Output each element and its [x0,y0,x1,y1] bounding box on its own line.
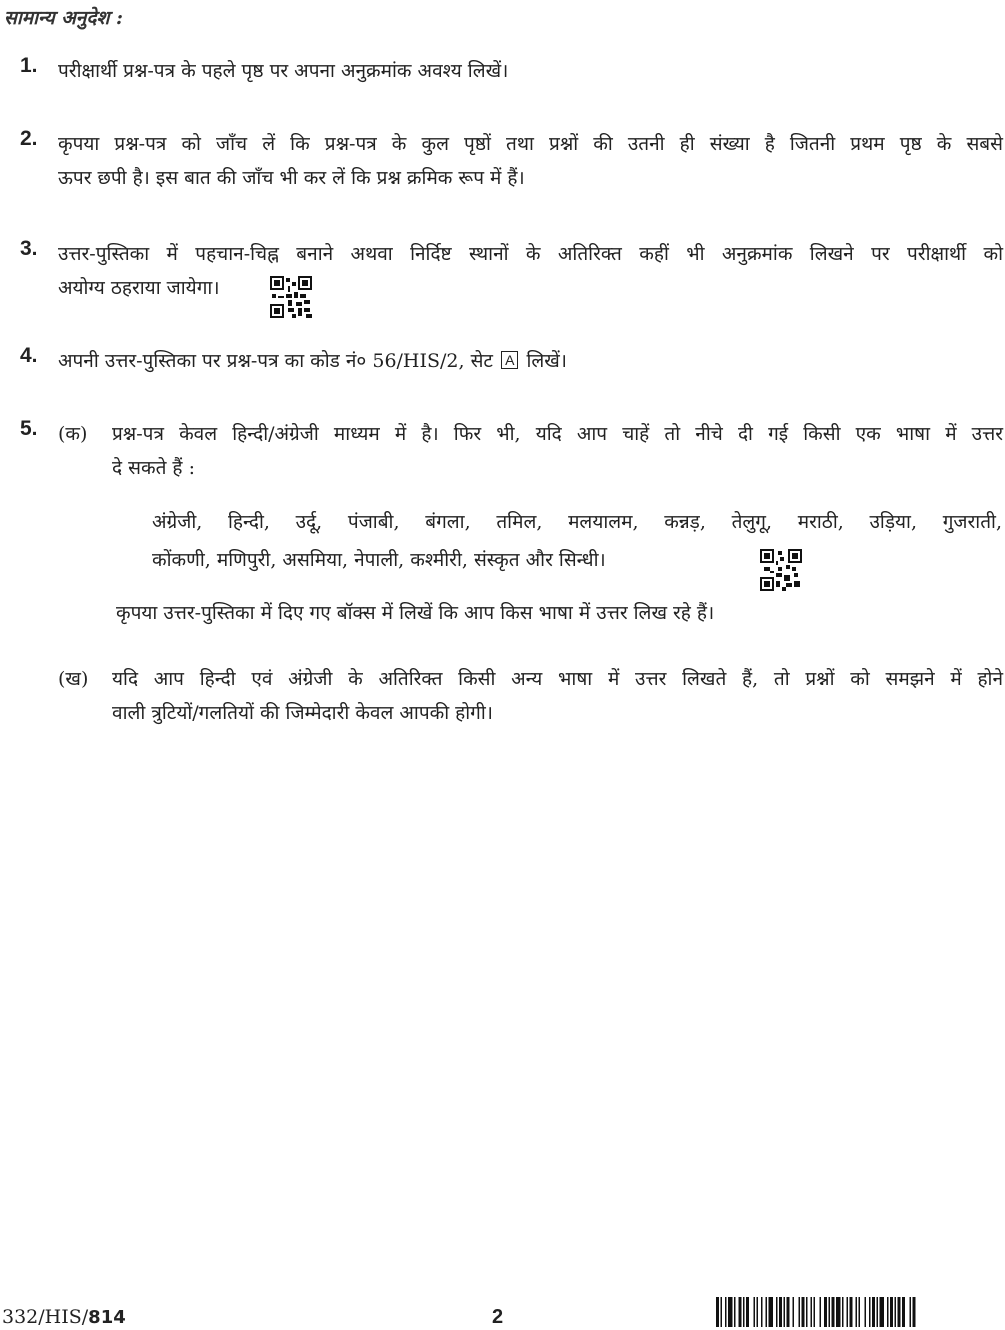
item-line: अयोग्य ठहराया जायेगा। [58,277,220,299]
sub-item-b-label: (ख) [58,668,89,690]
page-heading: सामान्य अनुदेश : [4,7,123,29]
set-code-box: A [501,351,518,369]
item-line: वाली त्रुटियों/गलतियों की जिम्मेदारी केवल आपकी होगी। [112,702,493,724]
language-line: कोंकणी, मणिपुरी, असमिया, नेपाली, कश्मीरी, संस्कृत और सिन्धी। [152,549,606,571]
item-line [58,344,1003,378]
qr-code-icon [270,276,312,318]
language-line: अंग्रेजी, हिन्दी, उर्दू, पंजाबी, बंगला, तमिल, मलयालम, कन्नड़, तेलुगू, मराठी, उड़िया, गुजराती, [152,511,1002,533]
item-text [58,54,1003,88]
sub-item-a-text [112,417,1003,485]
paper-code-prefix: 332/HIS/ [2,1306,89,1328]
item-line: उत्तर-पुस्तिका में पहचान-चिह्न बनाने अथवा निर्दिष्ट स्थानों के अतिरिक्त कहीं भी अनुक्रमांक लिखने पर परीक्षार्थी को [58,243,1003,265]
item-number: 2. [20,127,38,150]
item-line: दे सकते हैं : [112,457,195,479]
language-list [152,503,1002,579]
item-line: प्रश्न-पत्र केवल हिन्दी/अंग्रेजी माध्यम में है। फिर भी, यदि आप चाहें तो नीचे दी गई किसी एक भाषा में उत्तर [112,423,1003,445]
item-line: कृपया प्रश्न-पत्र को जाँच लें कि प्रश्न-पत्र के कुल पृष्ठों तथा प्रश्नों की उतनी ही संख्या है जितनी प्रथम पृष्ठ के सबसे [58,133,1003,155]
code-instruction-text: अपनी उत्तर-पुस्तिका पर प्रश्न-पत्र का कोड नं० 56/HIS/2, सेट [58,350,494,372]
item-number: 4. [20,344,38,367]
item-line: परीक्षार्थी प्रश्न-पत्र के पहले पृष्ठ पर अपना अनुक्रमांक अवश्य लिखें। [58,60,509,82]
paper-code [2,1306,126,1328]
item-number: 3. [20,237,38,260]
item-text [58,237,1003,305]
item-text [58,344,1003,378]
code-instruction-suffix: लिखें। [526,350,567,372]
item-number: 1. [20,54,38,77]
sub-item-b-text [112,662,1003,730]
page-number: 2 [492,1306,504,1328]
item-text [58,127,1003,195]
sub-item-a-label: (क) [58,423,88,445]
item-number: 5. [20,417,38,440]
item-line: कृपया उत्तर-पुस्तिका में दिए गए बॉक्स में लिखें कि आप किस भाषा में उत्तर लिख रहे हैं। [116,602,715,624]
paper-code-number: 814 [88,1307,126,1328]
language-note [116,596,1005,630]
item-line: ऊपर छपी है। इस बात की जाँच भी कर लें कि प्रश्न क्रमिक रूप में हैं। [58,167,525,189]
barcode-icon [716,1297,990,1327]
item-line: यदि आप हिन्दी एवं अंग्रेजी के अतिरिक्त किसी अन्य भाषा में उत्तर लिखते हैं, तो प्रश्नों को समझने में होने [112,668,1003,690]
qr-code-icon [760,549,802,591]
